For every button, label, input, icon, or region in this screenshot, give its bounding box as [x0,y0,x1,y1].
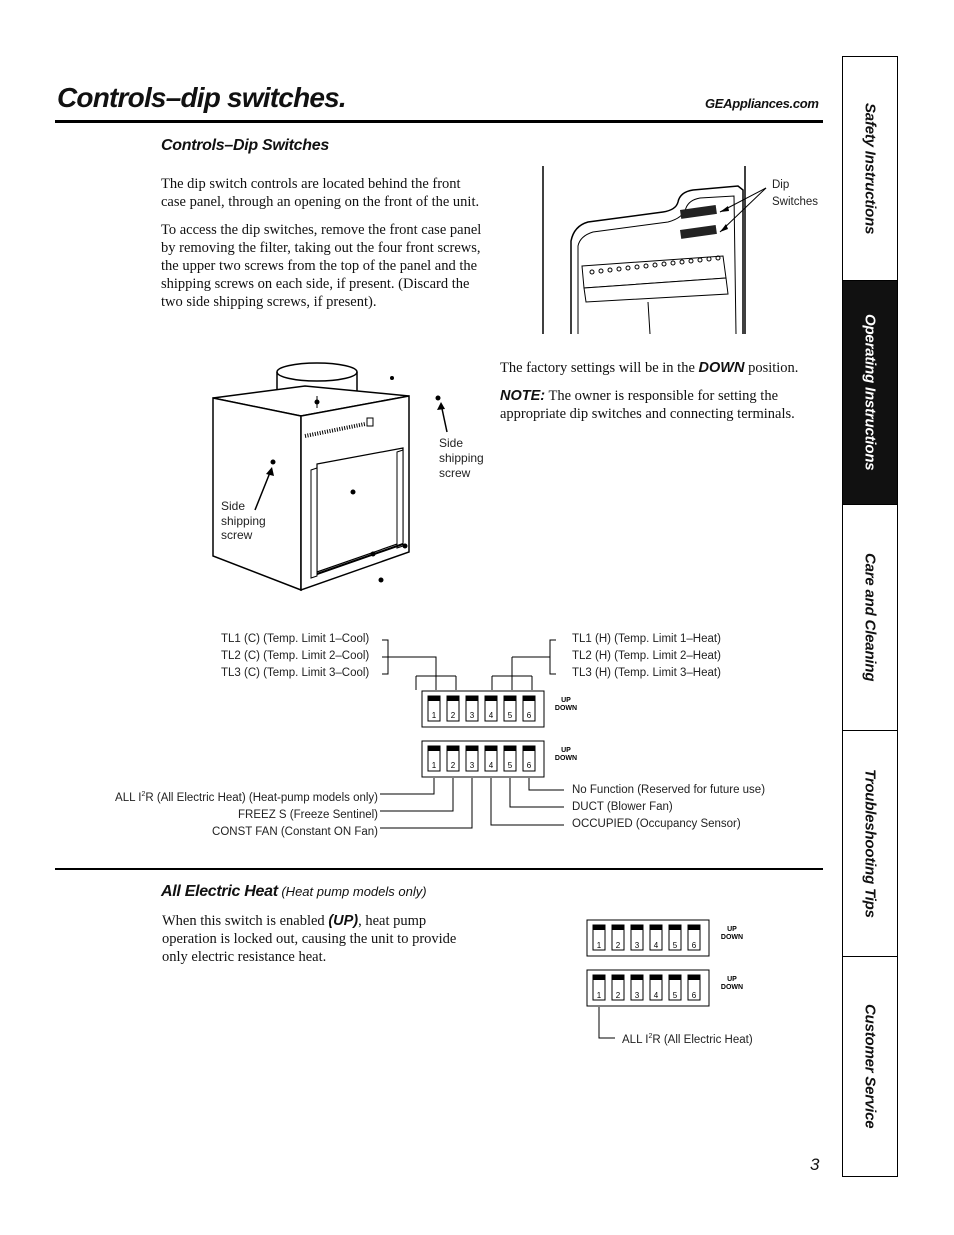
note-label: NOTE: [500,388,546,404]
label-all-i2r: ALL $I^2R$ (All Electric Heat) (Heat-pump models only) [115,791,378,804]
page-title: Controls–dip switches. [57,82,346,113]
factory-settings-text [500,359,825,433]
down-label: DOWN [554,705,578,712]
dip-switch-upper [422,691,577,727]
factory-text: The factory settings will be in the [500,360,699,376]
switch-number: 6 [691,941,697,950]
section2-heading: All Electric Heat [161,883,278,900]
section-heading: Controls–Dip Switches [161,137,329,154]
side-screw-label-right-2: shipping [439,451,484,465]
section2-heading-suffix: (Heat pump models only) [277,884,427,899]
switch-number: 6 [526,761,532,770]
intro-text [161,175,483,321]
lower-left-labels [100,786,378,841]
side-screw-label-right: Side [439,436,464,450]
switch-number: 1 [431,711,437,720]
label-tl1h: TL1 (H) (Temp. Limit 1–Heat) [572,633,721,645]
tab-safety-instructions[interactable]: Safety Instructions [843,57,897,281]
text: When this switch is enabled [162,913,329,929]
switch-number: 3 [634,941,640,950]
switch-number: 2 [615,941,621,950]
factory-text-end: position. [744,360,799,376]
dip-label-line2: Switches [772,196,819,208]
all-electric-callout: ALL $I^2R$ (All Electric Heat) [622,1033,753,1046]
side-screw-label-left: Side [221,499,246,513]
cool-limit-labels [221,631,381,682]
switch-number: 1 [596,991,602,1000]
down-label: DOWN [720,934,744,941]
dip-switch-lower [422,741,577,777]
all-electric-text [162,912,462,966]
switch-number: 5 [672,941,678,950]
factory-bold: DOWN [698,360,745,376]
label-tl3h: TL3 (H) (Temp. Limit 3–Heat) [572,667,721,679]
label-tl2h: TL2 (H) (Temp. Limit 2–Heat) [572,650,721,662]
dip-switch-b [587,970,743,1006]
up-emphasis: (UP) [328,913,359,929]
label-occupied: OCCUPIED (Occupancy Sensor) [572,818,741,830]
label-tl2c: TL2 (C) (Temp. Limit 2–Cool) [221,650,370,662]
switch-number: 4 [488,761,494,770]
switch-number: 2 [450,761,456,770]
switch-number: 4 [653,991,659,1000]
side-screw-label-left-3: screw [221,528,253,542]
label-tl3c: TL3 (C) (Temp. Limit 3–Cool) [221,667,370,679]
switch-number: 6 [526,711,532,720]
switch-number: 6 [691,991,697,1000]
switch-number: 2 [615,991,621,1000]
up-label: UP [561,697,571,704]
label-const-fan: CONST FAN (Constant ON Fan) [212,825,378,838]
tab-customer-service[interactable]: Customer Service [861,1004,879,1129]
heat-limit-labels [572,631,742,682]
lower-right-labels [572,782,772,833]
switch-number: 3 [634,991,640,1000]
switch-number: 5 [507,761,513,770]
switch-number: 3 [469,761,475,770]
switch-number: 5 [672,991,678,1000]
dip-switch-block [680,225,717,239]
up-label: UP [727,976,737,983]
dip-switch-a [587,920,743,956]
label-freez-s: FREEZ S (Freeze Sentinel) [238,808,378,821]
up-label: UP [561,747,571,754]
switch-number: 2 [450,711,456,720]
down-label: DOWN [554,755,578,762]
switch-number: 4 [488,711,494,720]
header-rule [55,120,823,123]
tab-operating-instructions[interactable]: Operating Instructions [843,281,897,505]
section-divider [55,868,823,870]
switch-number: 1 [431,761,437,770]
down-label: DOWN [720,984,744,991]
page-number: 3 [810,1155,820,1174]
side-screw-label-left-2: shipping [221,514,266,528]
site-url[interactable]: GEAppliances.com [705,96,819,111]
all-electric-heading [161,883,427,901]
dip-label-line1: Dip [772,179,790,191]
label-duct: DUCT (Blower Fan) [572,801,673,813]
paragraph: The dip switch controls are located behind the front case panel, through an opening on the front of the unit. [161,176,480,210]
label-no-function: No Function (Reserved for future use) [572,784,766,796]
section-tabs [842,56,898,1177]
label-tl1c: TL1 (C) (Temp. Limit 1–Cool) [221,633,370,645]
paragraph: To access the dip switches, remove the front case panel by removing the filter, taking out the four front screws, the upper two screws from the top of the panel and the shipping screws on each side, if present. (Discard the two side shipping screws, if present). [161,222,482,310]
switch-number: 4 [653,941,659,950]
dip-switch-block [680,205,717,219]
switch-number: 1 [596,941,602,950]
tab-troubleshooting-tips[interactable]: Troubleshooting Tips [843,731,897,957]
dip-switch-diagram [380,636,580,836]
side-screw-label-right-3: screw [439,466,471,480]
tab-care-and-cleaning[interactable]: Care and Cleaning [843,505,897,731]
up-label: UP [727,926,737,933]
switch-number: 5 [507,711,513,720]
unit-illustration [205,360,500,605]
note-text: The owner is responsible for setting the appropriate dip switches and connecting terminals. [500,388,795,422]
switch-number: 3 [469,711,475,720]
text: , heat pump operation is locked out, causing the unit to provide only electric resistance heat. [162,913,457,965]
dip-location-figure [538,166,828,338]
